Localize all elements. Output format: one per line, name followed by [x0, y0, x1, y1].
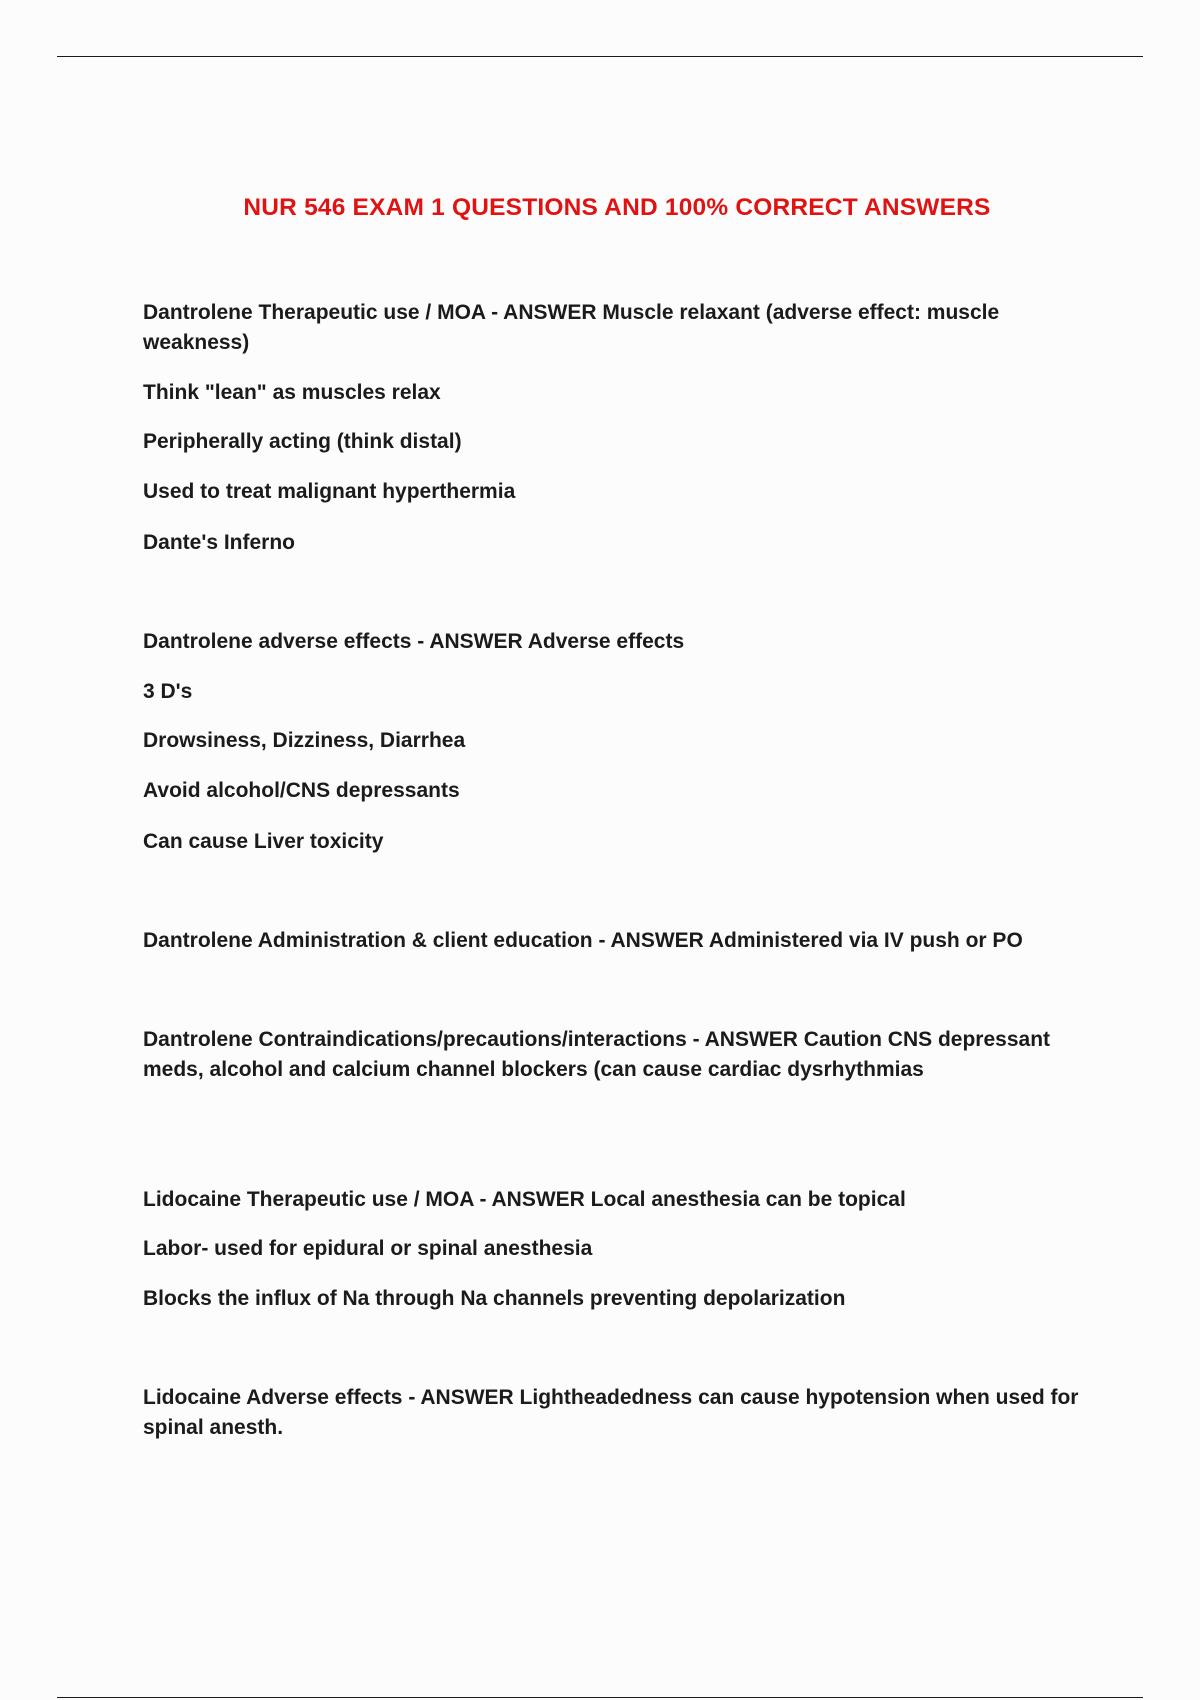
- entry-note: Can cause Liver toxicity: [143, 830, 384, 853]
- document-title: NUR 546 EXAM 1 QUESTIONS AND 100% CORRECT ANSWERS: [243, 194, 991, 221]
- entry-question-answer: Dantrolene adverse effects - ANSWER Adverse effects: [143, 630, 685, 653]
- entry-question-answer: Lidocaine Adverse effects - ANSWER Lightheadedness can cause hypotension when used for spinal anesth.: [143, 1386, 1079, 1439]
- entry-note: Labor- used for epidural or spinal anesthesia: [143, 1237, 593, 1260]
- entry-note: 3 D's: [143, 680, 193, 703]
- entry-note: Avoid alcohol/CNS depressants: [143, 779, 460, 802]
- entry-question-answer: Dantrolene Therapeutic use / MOA - ANSWER Muscle relaxant (adverse effect: muscle weakness): [143, 301, 1000, 354]
- footer-rule: [57, 1697, 1143, 1698]
- entry-note: Dante's Inferno: [143, 531, 296, 554]
- entry-note: Drowsiness, Dizziness, Diarrhea: [143, 729, 466, 752]
- header-rule: [57, 56, 1143, 57]
- entry-note: Blocks the influx of Na through Na channels preventing depolarization: [143, 1287, 846, 1310]
- entry-note: Think "lean" as muscles relax: [143, 381, 441, 404]
- entry-note: Peripherally acting (think distal): [143, 430, 462, 453]
- entry-question-answer: Lidocaine Therapeutic use / MOA - ANSWER Local anesthesia can be topical: [143, 1188, 906, 1211]
- entry-question-answer: Dantrolene Contraindications/precautions/interactions - ANSWER Caution CNS depressant meds, alcohol and calcium channel blockers (can cause cardiac dysrhythmias: [143, 1028, 1051, 1081]
- entry-note: Used to treat malignant hyperthermia: [143, 480, 516, 503]
- entry-question-answer: Dantrolene Administration & client education - ANSWER Administered via IV push or PO: [143, 929, 1023, 952]
